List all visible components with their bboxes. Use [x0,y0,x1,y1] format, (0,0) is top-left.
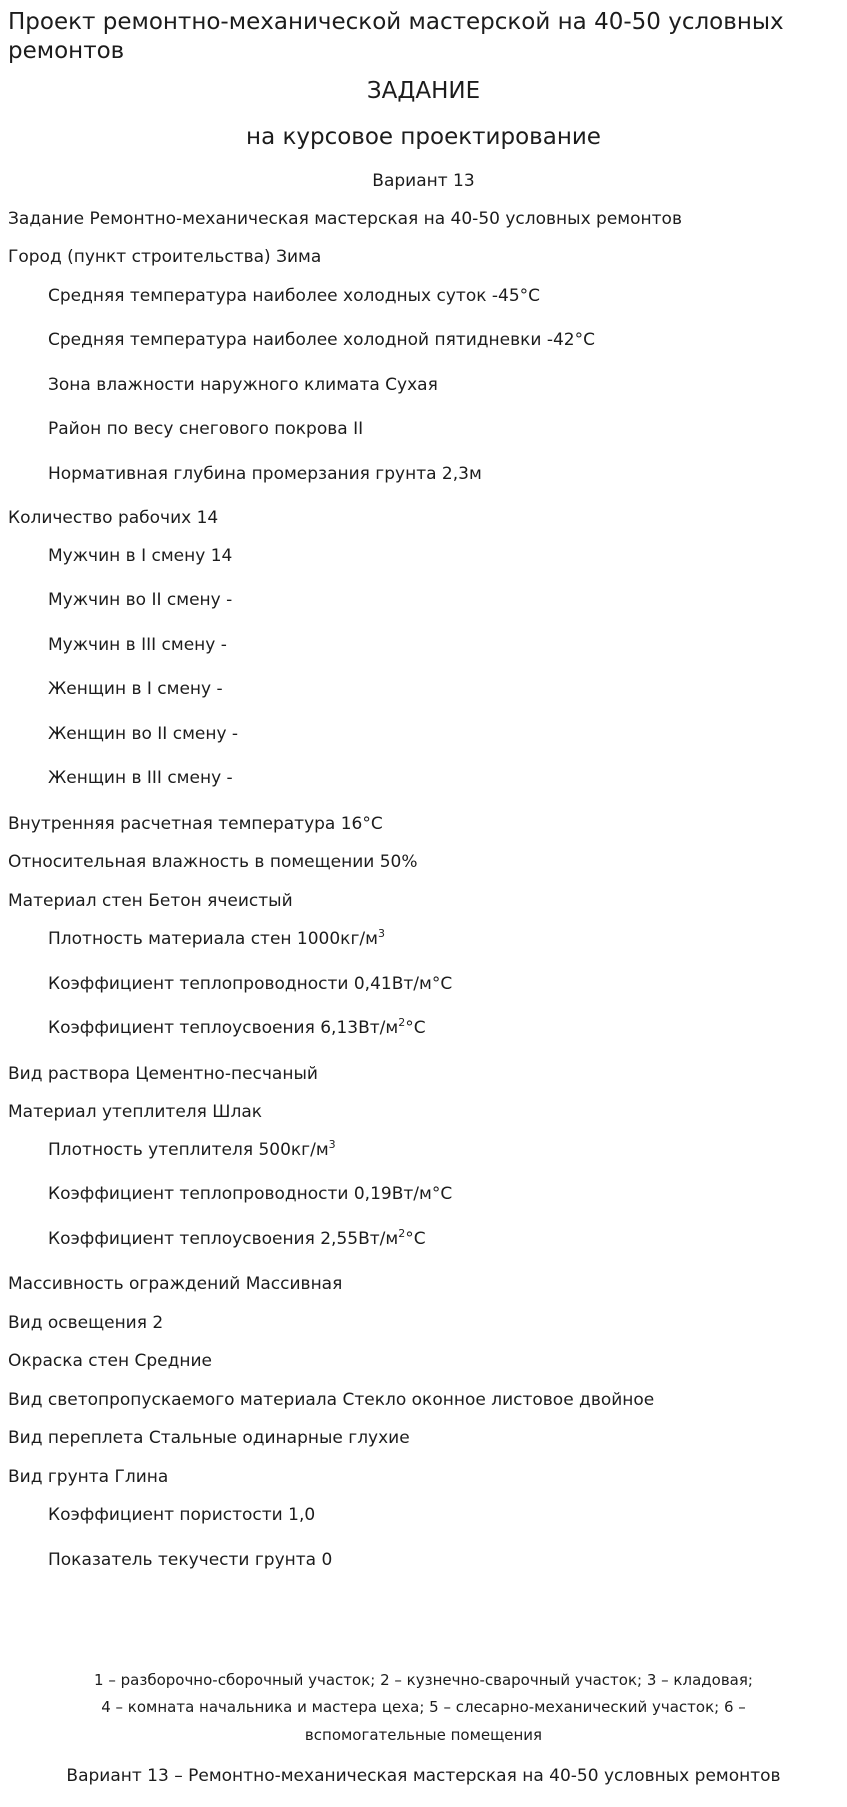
mortar-type: Вид раствора Цементно-песчаный [8,1064,318,1084]
assignment-subheading: на курсовое проектирование [246,124,601,150]
lighting-type: Вид освещения 2 [8,1313,164,1333]
frame-type: Вид переплета Стальные одинарные глухие [8,1428,410,1448]
inner-temperature: Внутренняя расчетная температура 16°С [8,814,383,834]
insulation-conductivity: Коэффициент теплопроводности 0,19Вт/м°С [48,1184,453,1204]
city-line: Город (пункт строительства) Зима [8,247,322,267]
women-shift-3: Женщин в III смену - [48,768,233,788]
wall-absorption-text: Коэффициент теплоусвоения 6,13Вт/м [48,1018,399,1038]
figure-caption: Вариант 13 – Ремонтно-механическая мастерская на 40-50 условных ремонтов [66,1766,781,1786]
humidity-zone: Зона влажности наружного климата Сухая [48,375,438,395]
insulation-material: Материал утеплителя Шлак [8,1102,263,1122]
wall-density [48,928,385,950]
men-shift-1: Мужчин в I смену 14 [48,546,233,566]
wall-absorption-exponent: 2 [398,1016,406,1029]
insulation-density-text: Плотность утеплителя 500кг/м [48,1140,329,1160]
indoor-humidity: Относительная влажность в помещении 50% [8,852,418,872]
insulation-density-exponent: 3 [328,1138,336,1151]
insulation-absorption-exponent: 2 [398,1227,406,1240]
snow-region: Район по весу снегового покрова II [48,419,364,439]
assignment-heading: ЗАДАНИЕ [366,78,481,104]
temp-coldest-day: Средняя температура наиболее холодных суток -45°С [48,286,541,306]
soil-fluidity: Показатель текучести грунта 0 [48,1550,333,1570]
frost-depth: Нормативная глубина промерзания грунта 2,3м [48,464,482,484]
insulation-absorption [48,1228,426,1250]
temp-coldest-five-days: Средняя температура наиболее холодной пятидневки -42°С [48,330,595,350]
wall-absorption [48,1017,426,1039]
plan-legend-line-2: 4 – комната начальника и мастера цеха; 5 – слесарно-механический участок; 6 – [101,1698,746,1716]
wall-absorption-unit: °С [405,1018,426,1038]
wall-paint: Окраска стен Средние [8,1351,213,1371]
soil-type: Вид грунта Глина [8,1467,169,1487]
plan-legend-line-3: вспомогательные помещения [304,1726,543,1744]
wall-conductivity: Коэффициент теплопроводности 0,41Вт/м°С [48,974,453,994]
insulation-density [48,1139,336,1161]
men-shift-2: Мужчин во II смену - [48,590,233,610]
women-shift-2: Женщин во II смену - [48,724,239,744]
insulation-absorption-unit: °С [405,1229,426,1249]
document-title: Проект ремонтно-механической мастерской на 40-50 условных ремонтов [8,9,784,64]
insulation-absorption-text: Коэффициент теплоусвоения 2,55Вт/м [48,1229,399,1249]
enclosure-massiveness: Массивность ограждений Массивная [8,1274,343,1294]
women-shift-1: Женщин в I смену - [48,679,223,699]
plan-legend-line-1: 1 – разборочно-сборочный участок; 2 – кузнечно-сварочный участок; 3 – кладовая; [94,1671,753,1689]
variant-label: Вариант 13 [372,171,475,191]
workers-count: Количество рабочих 14 [8,508,219,528]
wall-density-text: Плотность материала стен 1000кг/м [48,929,378,949]
wall-material: Материал стен Бетон ячеистый [8,891,293,911]
glazing-material: Вид светопропускаемого материала Стекло оконное листовое двойное [8,1390,655,1410]
task-line: Задание Ремонтно-механическая мастерская на 40-50 условных ремонтов [8,209,682,229]
soil-porosity: Коэффициент пористости 1,0 [48,1505,316,1525]
wall-density-exponent: 3 [377,927,385,940]
men-shift-3: Мужчин в III смену - [48,635,227,655]
